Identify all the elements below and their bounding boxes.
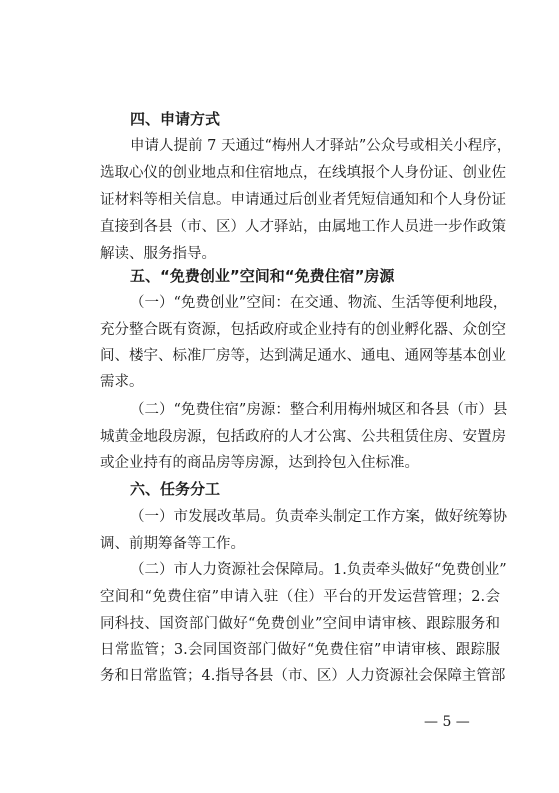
section-heading-5: 五、“免费创业”空间和“免费住宿”房源 [130, 267, 395, 285]
section-heading-6: 六、任务分工 [130, 480, 221, 498]
paragraph-line: （二）市人力资源社会保障局。1.负责牵头做好“免费创业” [130, 562, 507, 578]
paragraph-line: 充分整合既有资源，包括政府或企业持有的创业孵化器、众创空 [100, 322, 506, 338]
paragraph-line: （二）“免费住宿”房源：整合利用梅州城区和各县（市）县 [130, 402, 508, 418]
paragraph-line: 务和日常监管；4.指导各县（市、区）人力资源社会保障主管部 [100, 668, 506, 684]
paragraph-line: 同科技、国资部门做好“免费创业”空间申请审核、跟踪服务和 [100, 616, 500, 632]
paragraph-line: 或企业持有的商品房等房源，达到拎包入住标准。 [100, 455, 419, 471]
paragraph-line: 直接到各县（市、区）人才驿站，由属地工作人员进一步作政策 [100, 219, 506, 235]
paragraph-line: 需求。 [100, 374, 144, 390]
paragraph-line: 证材料等相关信息。申请通过后创业者凭短信通知和个人身份证 [100, 192, 506, 208]
paragraph-line: 间、楼宇、标准厂房等，达到满足通水、通电、通网等基本创业 [100, 348, 506, 364]
paragraph-line: 空间和“免费住宿”申请入驻（住）平台的开发运营管理；2.会 [100, 589, 500, 605]
paragraph-line: 调、前期筹备等工作。 [100, 536, 245, 552]
paragraph-line: 选取心仪的创业地点和住宿地点，在线填报个人身份证、创业佐 [100, 165, 506, 181]
page-number: — 5 — [424, 714, 470, 730]
paragraph-line: （一）“免费创业”空间：在交通、物流、生活等便利地段， [130, 295, 508, 311]
paragraph-line: 解读、服务指导。 [100, 246, 216, 262]
paragraph-line: 申请人提前 7 天通过“梅州人才驿站”公众号或相关小程序， [130, 138, 512, 154]
paragraph-line: 日常监管；3.会同国资部门做好“免费住宿”申请审核、跟踪服 [100, 642, 500, 658]
section-heading-4: 四、申请方式 [130, 110, 221, 128]
paragraph-line: （一）市发展改革局。负责牵头制定工作方案，做好统筹协 [130, 509, 507, 525]
paragraph-line: 城黄金地段房源，包括政府的人才公寓、公共租赁住房、安置房 [100, 429, 506, 445]
